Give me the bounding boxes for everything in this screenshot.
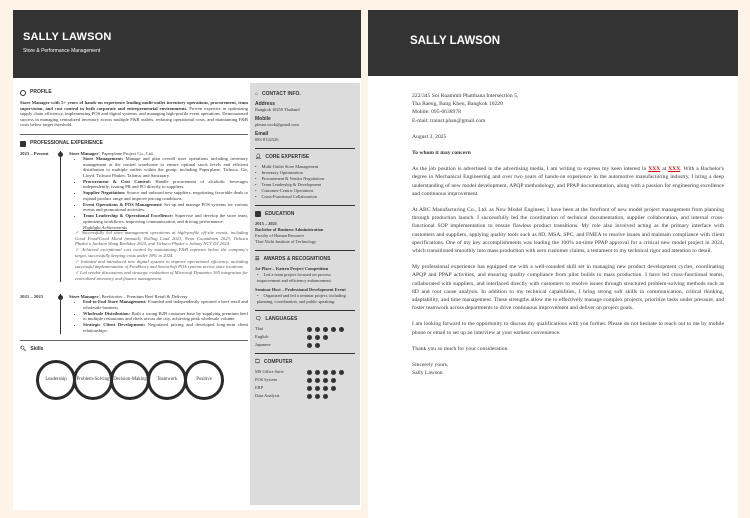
skill-circle: Decision-Making (110, 360, 150, 400)
cover-letter-page (368, 10, 738, 518)
award-name: Seminar Host – Professional Development Event (255, 287, 346, 292)
level-dot (307, 343, 312, 348)
skill-level-row (255, 326, 355, 332)
bullet-heading: Store Management: (83, 156, 124, 161)
closing: Sincerely yours, (412, 362, 449, 369)
salutation: To whom it may concern (412, 150, 471, 157)
level-dot (323, 394, 328, 399)
skill-circle: Problem-Solving (73, 360, 113, 400)
profile-bold: Store Manager with 5+ years of hands-on experience leading multi-outlet inventory operations, procurement, team supervision, and cost control in both corporate and entrepreneurial environments. (20, 100, 248, 111)
level-dot (315, 386, 320, 391)
awards-title: AWARDS & RECOGNITIONS (263, 256, 331, 262)
divider (255, 148, 355, 149)
skill-level-row (255, 369, 355, 375)
level-dot (307, 394, 312, 399)
skill-level-row (255, 393, 355, 399)
languages-list (255, 326, 355, 348)
bullet-heading: Procurement & Cost Control: (83, 178, 152, 184)
bullet-text: Manage and plan overall store operations including inventory management at the central warehouse to ensure optimal stock levels and efficient distribution to multiple outlets within the group, including Paperplane, Tichuca, Gir, Lloyd, Tichuca Phuket, Taloma, and Sanctuary. (83, 156, 248, 178)
skill-name: English (255, 334, 269, 339)
list-icon: ☰ (255, 256, 260, 262)
core-item: • Cross-Functional Collaboration (255, 194, 355, 200)
level-dots (307, 386, 355, 391)
education-school: Thai-Nichi Institute of Technology (255, 239, 317, 244)
divider (255, 205, 355, 206)
award-desc-list (255, 272, 355, 284)
divider (20, 134, 248, 135)
level-dot (323, 327, 328, 332)
level-dot (331, 327, 336, 332)
p1-text: at (660, 166, 669, 173)
letter-body (412, 92, 724, 385)
core-title: CORE EXPERTISE (265, 154, 310, 160)
bullet-text: Source and onboard new suppliers, negotiating favorable deals to expand product range and improve pricing conditions. (83, 190, 248, 201)
bullet-heading: Team Leadership & Operational Excellence: (83, 213, 174, 218)
paragraph-2: At ABC Manufacturing Co., Ltd. as New Model Engineer, I have been at the forefront of new model project management from planning through production launch. I successfully led the coordination of technical documentation, supplier collaboration, and internal cross-functional SOP implementation to ensure flawless product transitions. My role also involved acting as the primary interface with customers and suppliers, applying quality tools such as 8D, MSA, SPC, and FMEA to resolve issues and maintain compliance with client specifications. One of my key accomplishments was leading the 100% on-time PPAP approval for a critical new model project in 2024, which transitioned smoothly into mass production with zero customer claims, a testament to my technical rigor and attention to detail. (412, 207, 724, 255)
achievement-item: ✓ Led vendor discussions and strategic evaluation of Microsoft Dynamics 365 integration for centralized inventory and finance management. (75, 270, 248, 281)
experience-heading (20, 141, 248, 147)
skill-circle: Positive (184, 360, 224, 400)
address-line: Mobile: 095-6638978 (412, 109, 461, 116)
contact-heading (255, 91, 355, 97)
level-dot (331, 370, 336, 375)
education-heading (255, 211, 355, 217)
profile-rest: Proven expertise in optimizing supply chain efficiency, implementing POS and digital systems, and managing high-profile event operations. Demonstrated success in managing centralized inventory across multiple F&B outlets, reducing operational costs, and maintaining F&B costs below target threshold. (20, 105, 248, 127)
level-dots (307, 370, 355, 375)
profile-heading (20, 90, 248, 96)
level-dot (315, 394, 320, 399)
profile-title: PROFILE (30, 89, 52, 96)
achievements-list (75, 230, 248, 281)
contact-title: CONTACT INFO. (262, 91, 301, 97)
skills-title: Skills (30, 345, 44, 352)
award-desc: • Led a team project focused on process improvement and efficiency enhancement. (257, 272, 355, 284)
bullet-text: Set up and manage POS systems for various events and promotional activities. (83, 201, 248, 212)
resume-subtitle: Store & Performance Management (23, 48, 101, 54)
awards-list (255, 266, 355, 305)
skill-circle: Teamwork (147, 360, 187, 400)
experience-title: PROFESSIONAL EXPERIENCE (30, 139, 103, 146)
award-name: 1st Place – Kaizen Project Competition (255, 266, 329, 271)
placeholder-company: XXX (668, 166, 681, 173)
level-dot (323, 386, 328, 391)
computer-list (255, 369, 355, 399)
address-line: Tha Raeng, Bang Khen, Bangkok 10220 (412, 101, 503, 108)
level-dot (323, 335, 328, 340)
job-date: 2023 – Present (20, 150, 49, 156)
job-bullet (83, 156, 248, 178)
core-item: • Inventory Optimization (255, 170, 355, 176)
job-bullet (83, 179, 248, 190)
skill-level-row (255, 342, 355, 348)
magnifier-icon: 🔍︎ (20, 345, 27, 352)
skill-name: Japanese (255, 342, 271, 347)
level-dot (315, 370, 320, 375)
address-label: Address (255, 101, 276, 107)
speech-bubble-icon: 🗨︎ (255, 316, 262, 322)
home-icon: ⌂ (255, 91, 259, 97)
job-entry (20, 151, 248, 282)
letter-date: August 3, 2025 (412, 133, 447, 140)
resume-header (13, 10, 361, 78)
skills-heading (20, 347, 248, 353)
computer-heading (255, 359, 355, 365)
p1-text: As the job position is advertised in the advertising media, I am writing to express my keen interest in (412, 166, 649, 173)
job-bullet (83, 322, 248, 333)
level-dot (315, 343, 320, 348)
signature: Sally Lawson (412, 370, 443, 377)
job-bullet (83, 299, 248, 310)
paragraph-4: I am looking forward to the opportunity to discuss my qualifications with you further. Please do not hesitate to reach out to me by mobile phone or email to set up an interview at your earliest convenience. (412, 321, 724, 336)
core-item: • Customer-Centric Operations (255, 188, 355, 194)
education-degree: Bachelor of Business Administration (255, 227, 324, 232)
job-role: Store Manager (69, 293, 99, 299)
book-icon (255, 211, 261, 217)
level-dots (307, 378, 355, 383)
job-list (20, 151, 248, 334)
computer-title: COMPUTER (263, 359, 293, 365)
mobile-value: pleum.work@gmail.com (255, 122, 299, 127)
address-value: Bangkok 10250 Thailand (255, 107, 300, 112)
placeholder-position: XXX (648, 166, 661, 173)
level-dots (307, 343, 355, 348)
award-desc-list (255, 293, 355, 305)
level-dot (331, 378, 336, 383)
divider (255, 250, 355, 251)
bullet-heading: Strategic Client Development: (83, 322, 146, 327)
profile-text (20, 100, 248, 128)
job-entry (20, 294, 248, 334)
briefcase-icon (20, 141, 26, 147)
level-dot (331, 386, 336, 391)
achievement-item: ✓ Successfully led store management operations at high-profile off-site events, including Good Food/Good Mood (annual), Rolling Loud 2023, Neon Countdown 2023, Tichuca Phuket x Jackson Wang Birthday 2024, and Tichuca Phuket x Johnny NCT DJ 2024. (75, 230, 248, 247)
level-dots (307, 327, 355, 332)
education-faculty: Faculty of Human Resource (255, 233, 305, 238)
achievements-title: Highlight Achievements (83, 224, 127, 230)
paragraph-1 (412, 165, 724, 198)
bullet-heading: Wholesale Distribution: (83, 310, 131, 316)
level-dot (315, 378, 320, 383)
paragraph-3: My professional experience has equipped me with a well-rounded skill set in managing new product development cycles, coordinating APQP and PPAP activities, and ensuring quality compliance from pilot builds to mass production. I have led cross-functional teams, collaborated with suppliers, and interfaced directly with customers to resolve issues through structured problem-solving methods such as 8D and root cause analysis. In addition to my technical capabilities, I bring strong soft skills in communication, critical thinking, adaptability, and time management. These strengths allow me to effectively manage complex projects, prioritize tasks under pressure, and foster teamwork across departments to drive continuous improvement and deliver on project goals. (412, 264, 724, 312)
skill-name: MS Office Suite (255, 369, 284, 374)
skill-level-row (255, 385, 355, 391)
level-dots (307, 394, 355, 399)
job-bullets (83, 156, 248, 224)
core-heading (255, 154, 355, 160)
job-bullets (83, 299, 248, 333)
bullet-heading: Supplier Negotiation: (83, 190, 126, 195)
achievement-item: ✓ Achieved exceptional cost control by maintaining F&B expenses below the company's target, successfully keeping costs under 18% in 2024. (75, 247, 248, 258)
education-years: 2015 – 2021 (255, 221, 277, 226)
bullet-text: Founded and independently operated a beef retail and wholesale business. (83, 299, 248, 310)
level-dot (307, 378, 312, 383)
monitor-icon: 🖵︎ (255, 359, 260, 365)
divider (255, 353, 355, 354)
resume-sidebar (250, 83, 360, 505)
level-dot (315, 327, 320, 332)
core-item: • Procurement & Vendor Negotiation (255, 176, 355, 182)
skills-circles (36, 360, 248, 400)
resume-page (13, 10, 361, 510)
job-bullet (83, 190, 248, 201)
letter-name: SALLY LAWSON (410, 35, 501, 47)
skill-name: Data Analysis (255, 393, 280, 398)
paragraph-5: Thank you so much for your consideration. (412, 345, 509, 352)
achievement-item: ✓ Initiated and introduced new digital systems to improve operational efficiency, including successful implementation of FoodStory and SeniorSoft POS systems across store locations. (75, 259, 248, 270)
level-dot (323, 378, 328, 383)
bullet-heading: Event Operations & POS Management: (83, 201, 163, 207)
skill-name: Thai (255, 326, 264, 331)
level-dot (315, 335, 320, 340)
level-dots (307, 335, 355, 340)
resume-name: SALLY LAWSON (23, 31, 112, 43)
sender-address (412, 92, 724, 125)
job-bullet (83, 213, 248, 224)
level-dot (307, 335, 312, 340)
divider (20, 340, 248, 341)
skill-name: ERP (255, 385, 264, 390)
job-details (60, 151, 248, 282)
mobile-label: Mobile (255, 116, 271, 122)
p1-text: . With a Bachelor's degree in Mechanical Engineering and over two years of hands-on experience in the automotive manufacturing industry, I bring a deep understanding of new model development, APQP methodology, and PPAP documentation, along with a passion for engineering excellence and continuous improvement. (412, 166, 724, 197)
address-line: E-mail: trainst.phan@gmail.com (412, 117, 486, 124)
level-dot (307, 386, 312, 391)
job-company: | Beefstories – Premium Beef Retail & Delivery (98, 293, 188, 299)
job-bullet (83, 311, 248, 322)
level-dot (323, 370, 328, 375)
address-line: 222/345 Soi Ruammit Phatthana Intersection 5, (412, 93, 519, 99)
job-company: | Paperplane Project Co., Ltd. (98, 150, 154, 156)
skill-name: POS System (255, 377, 278, 382)
level-dot (307, 327, 312, 332)
job-date: 2021 – 2023 (20, 293, 43, 299)
job-details (60, 294, 248, 334)
level-dot (339, 370, 344, 375)
core-item: • Multi-Outlet Store Management (255, 164, 355, 170)
email-value: 083-0332526 (255, 137, 279, 142)
bullet-text: Built a strong B2B customer base by supplying premium beef to multiple restaurants and chefs across the city, achieving peak wholesale volume. (83, 310, 248, 321)
core-list (255, 164, 355, 200)
award-desc: • Organized and led a seminar project, including planning, coordination, and public speaking. (257, 293, 355, 305)
bullet-text: Handle procurement of alcoholic beverages independently, issuing PR and PO directly to suppliers. (83, 178, 249, 189)
bullet-text: Supervise and develop the store team, optimizing workflows, improving communication, and driving performance. (83, 213, 248, 224)
education-title: EDUCATION (265, 211, 295, 217)
level-dot (339, 327, 344, 332)
bullet-heading: End-to-End Store Management: (83, 299, 147, 304)
person-icon: 👤︎ (255, 154, 262, 160)
skill-level-row (255, 377, 355, 383)
job-bullet (83, 202, 248, 213)
job-role: Store Manager (69, 150, 99, 156)
core-item: • Team Leadership & Development (255, 182, 355, 188)
resume-main (20, 88, 248, 400)
email-label: Email (255, 131, 269, 137)
skill-circle: Leadership (36, 360, 76, 400)
level-dot (307, 370, 312, 375)
languages-title: LANGUAGES (265, 316, 298, 322)
skill-level-row (255, 334, 355, 340)
languages-heading (255, 316, 355, 322)
letter-header (368, 10, 738, 76)
bullet-text: Negotiated pricing and developed long-term client relationships. (83, 322, 248, 333)
lightbulb-icon (20, 90, 26, 96)
divider (255, 310, 355, 311)
awards-heading (255, 256, 355, 262)
